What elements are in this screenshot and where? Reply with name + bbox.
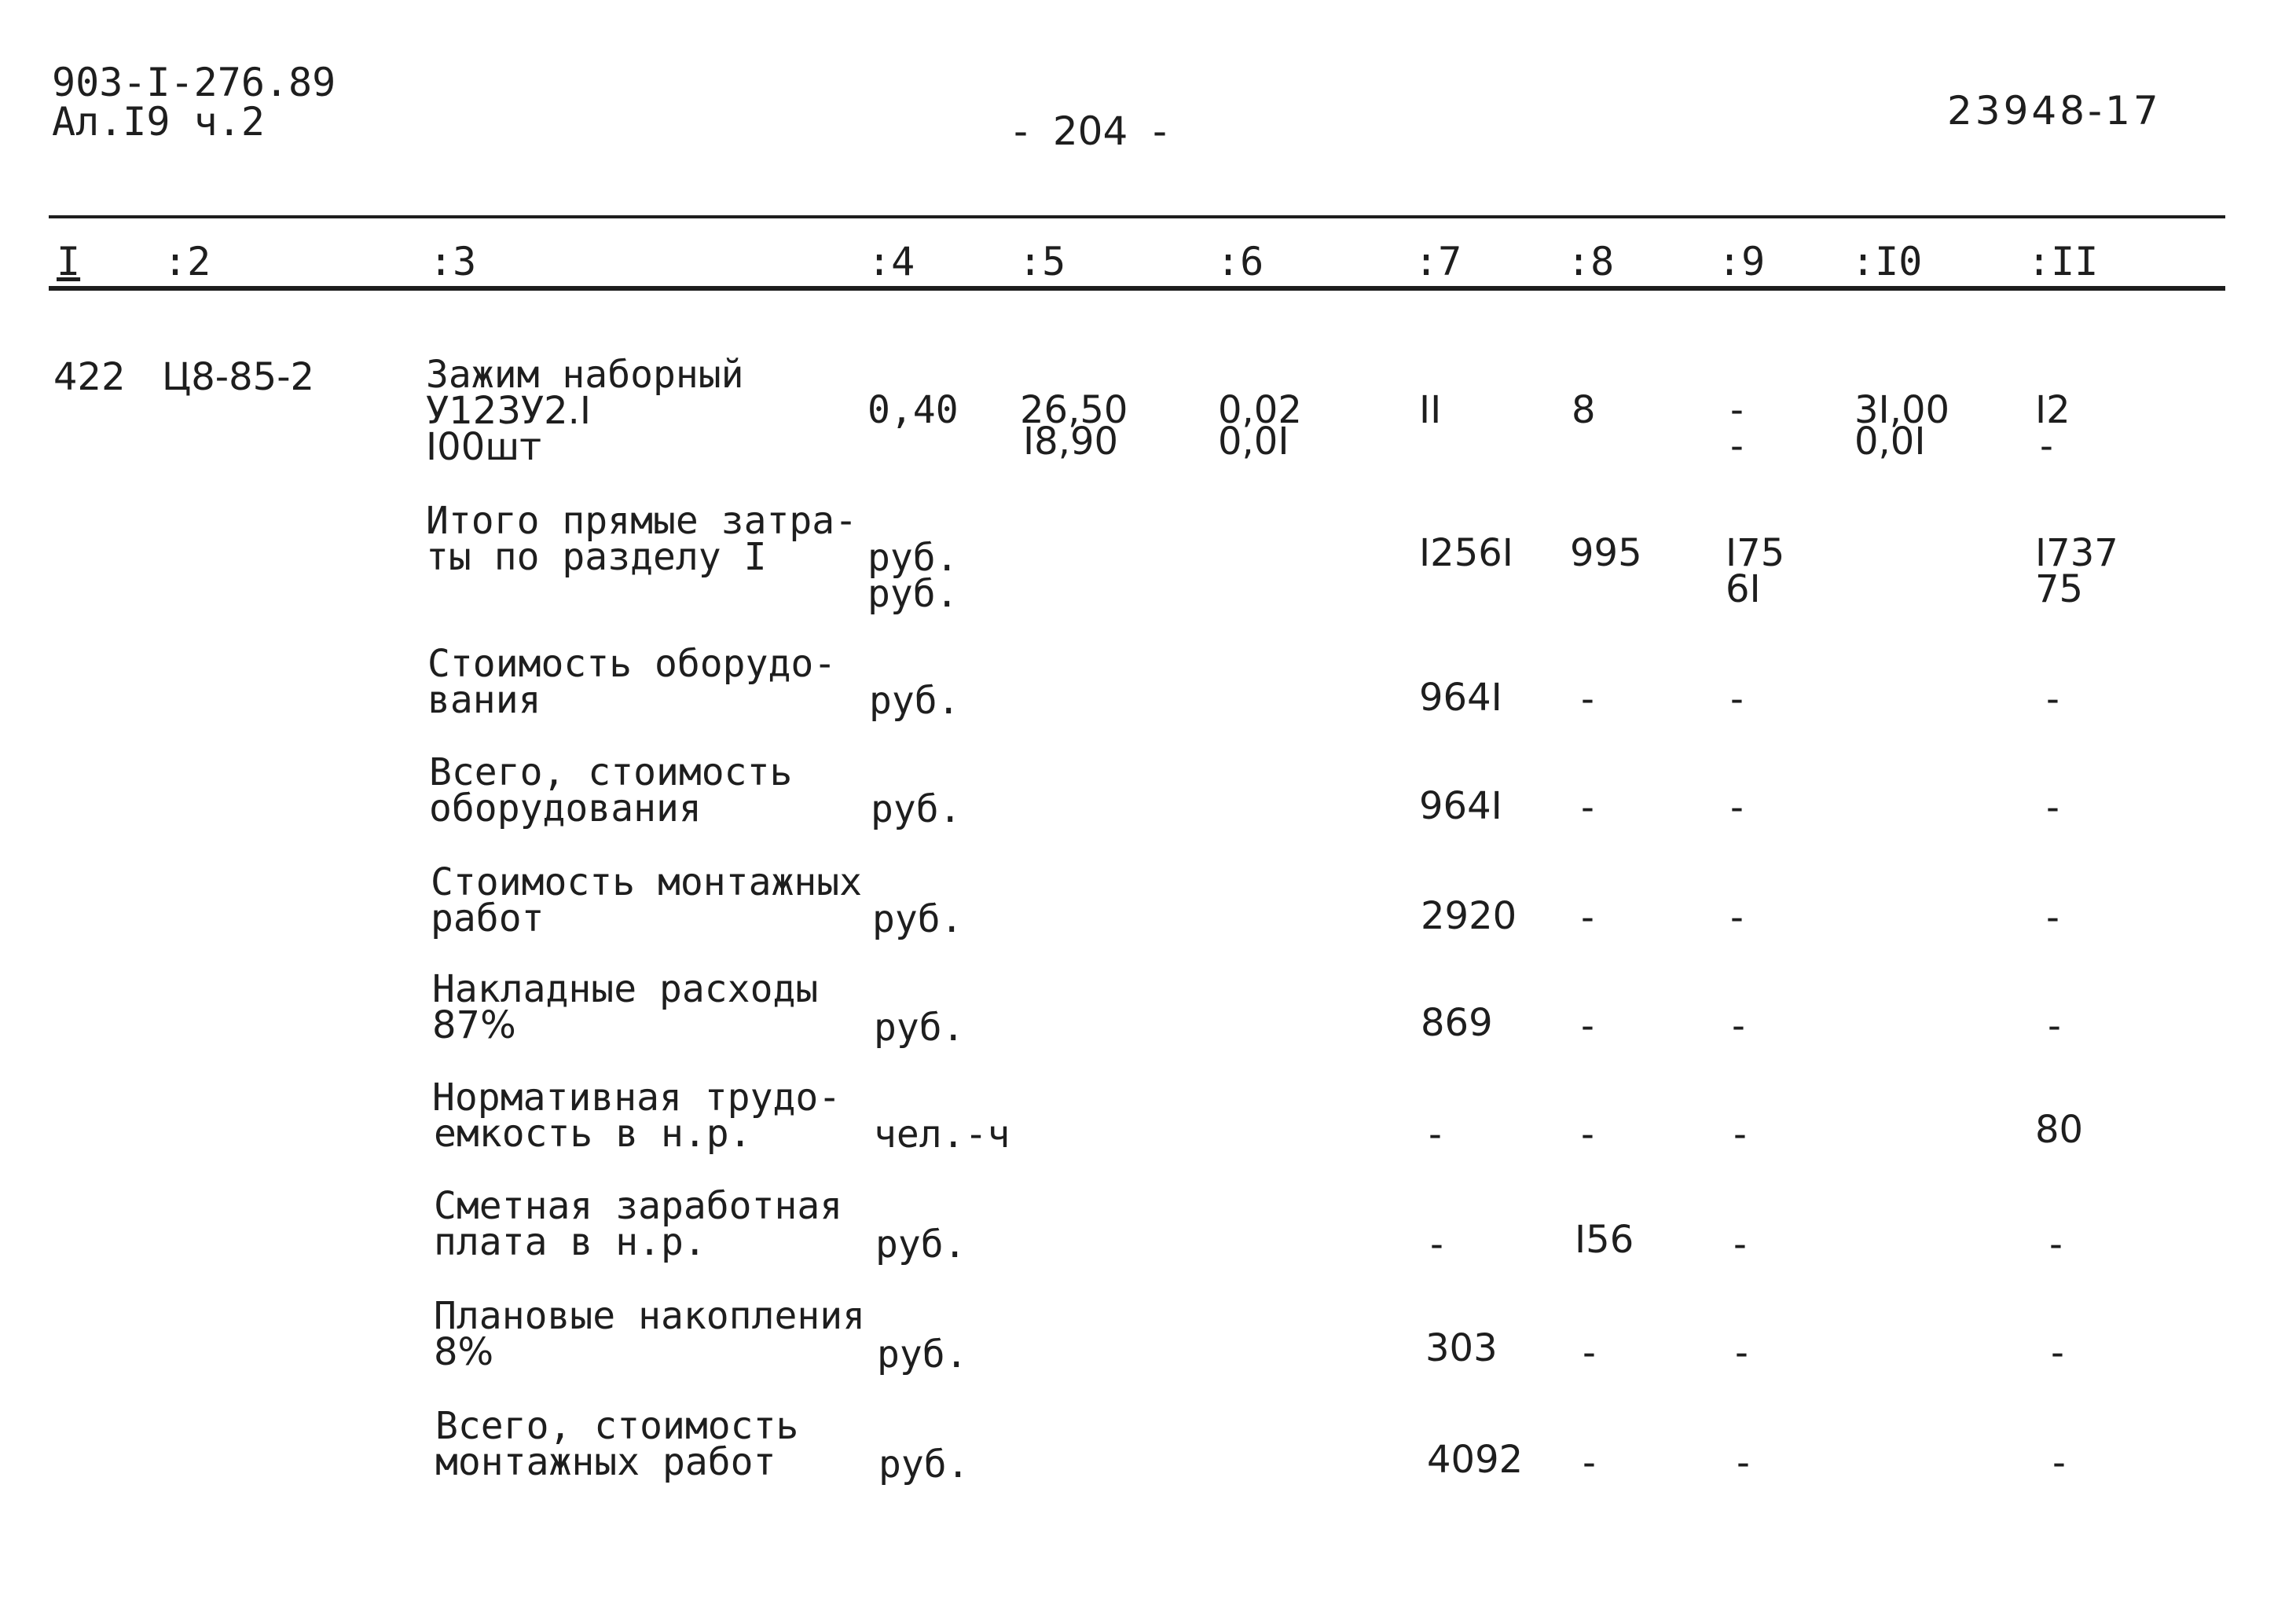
column-header-5: :5 (1018, 239, 1066, 284)
row-col7: 964I (1419, 784, 1502, 828)
row-col11: - (2045, 1223, 2067, 1267)
row-label-line-2: 87% (432, 1003, 516, 1047)
row-unit: руб. (875, 1223, 966, 1267)
row-label-line-2: вания (427, 678, 541, 722)
column-header-4: :4 (867, 239, 915, 284)
item-col5-line-2: I8,90 (1023, 420, 1119, 464)
row-col7: - (1424, 1113, 1447, 1157)
row-col9: - (1730, 1331, 1753, 1375)
row-unit: руб. (878, 1443, 970, 1487)
column-header-11: :II (2027, 239, 2099, 284)
row-label-line-2: оборудования (429, 786, 702, 830)
column-header-8: :8 (1567, 239, 1615, 284)
row-unit-line-1: руб. (867, 536, 959, 580)
row-col9: - (1732, 1441, 1755, 1485)
row-label-line-1: Итого прямые затра- (426, 499, 858, 543)
item-name-line-1: Зажим наборный (426, 353, 744, 397)
column-header-9: :9 (1718, 239, 1766, 284)
item-col9-line-1: - (1726, 388, 1748, 432)
row-col8: - (1576, 896, 1599, 940)
album-reference: Ал.I9 ч.2 (52, 99, 265, 145)
row-col9-line-1: I75 (1726, 531, 1785, 575)
row-label-line-2: ты по разделу I (426, 535, 767, 579)
row-label-line-1: Плановые накопления (434, 1294, 866, 1338)
row-label-line-2: монтажных работ (435, 1440, 776, 1484)
row-col8: I56 (1575, 1218, 1634, 1262)
row-col7: I256I (1419, 531, 1513, 575)
item-col11-line-1: I2 (2035, 388, 2070, 432)
item-number: 422 (53, 355, 126, 399)
row-col7: 303 (1425, 1326, 1498, 1370)
row-unit: чел.-ч (874, 1113, 1010, 1157)
row-label-line-2: плата в н.р. (434, 1220, 706, 1264)
table-top-rule (49, 215, 2225, 218)
row-unit: руб. (871, 787, 962, 831)
row-col7: - (1425, 1223, 1448, 1267)
row-label-line-2: емкость в н.р. (434, 1112, 752, 1156)
row-col9: - (1726, 896, 1748, 940)
row-col7: 869 (1421, 1001, 1493, 1045)
row-col11: - (2041, 786, 2064, 830)
row-col11-line-2: 75 (2035, 567, 2084, 611)
column-header-7: :7 (1414, 239, 1462, 284)
row-col11: - (2041, 677, 2064, 721)
row-col8: - (1576, 1004, 1599, 1048)
row-col9: - (1729, 1223, 1751, 1267)
row-unit: руб. (874, 1006, 965, 1050)
row-col8: - (1576, 677, 1599, 721)
row-col11: - (2048, 1441, 2070, 1485)
item-col7: II (1419, 388, 1442, 432)
column-header-3: :3 (429, 239, 477, 284)
row-col8: - (1578, 1331, 1601, 1375)
row-col9-line-2: 6I (1726, 567, 1761, 611)
row-col7: 4092 (1427, 1438, 1524, 1482)
row-unit: руб. (869, 679, 960, 723)
item-col10-line-1: 3I,00 (1854, 388, 1950, 432)
row-col7: 2920 (1421, 894, 1517, 938)
header-bottom-rule (49, 286, 2225, 291)
row-col11: - (2046, 1331, 2069, 1375)
column-header-10: :I0 (1851, 239, 1923, 284)
column-header-1: I (57, 239, 81, 284)
item-col10-line-2: 0,0I (1854, 420, 1926, 464)
row-label-line-2: 8% (434, 1330, 494, 1374)
row-unit: руб. (872, 897, 963, 941)
row-label-line-2: работ (431, 896, 545, 940)
row-col11-line-1: I737 (2035, 531, 2118, 575)
item-code: Ц8-85-2 (162, 355, 315, 399)
row-col7: 964I (1419, 676, 1502, 720)
item-quantity: 0,40 (867, 388, 959, 432)
row-col11: - (2041, 896, 2064, 940)
item-col6-line-1: 0,02 (1218, 388, 1302, 432)
item-col9-line-2: - (1726, 424, 1748, 468)
row-col9: - (1729, 1113, 1751, 1157)
row-col11: 80 (2035, 1108, 2084, 1152)
row-col9: - (1727, 1004, 1750, 1048)
row-label-line-1: Нормативная трудо- (432, 1076, 842, 1120)
row-label-line-1: Всего, стоимость (435, 1404, 799, 1448)
item-col11-line-2: - (2035, 424, 2058, 468)
row-col8: - (1576, 1113, 1599, 1157)
row-label-line-1: Сметная заработная (434, 1184, 843, 1228)
item-name-line-3: I00шт (426, 425, 542, 469)
item-col5-line-1: 26,50 (1020, 388, 1128, 432)
row-col11: - (2043, 1004, 2066, 1048)
row-col9: - (1726, 786, 1748, 830)
sheet-number: 23948-17 (1947, 88, 2162, 134)
page-number: - 204 - (1014, 108, 1168, 154)
column-header-2: :2 (163, 239, 211, 284)
row-label-line-1: Накладные расходы (432, 967, 819, 1011)
row-unit-line-2: руб. (867, 572, 959, 616)
item-col8: 8 (1572, 388, 1596, 432)
row-col8: - (1576, 786, 1599, 830)
row-label-line-1: Стоимость монтажных (431, 860, 863, 904)
row-col9: - (1726, 677, 1748, 721)
row-col8: - (1578, 1441, 1601, 1485)
row-label-line-1: Стоимость оборудо- (427, 642, 837, 686)
row-unit: руб. (877, 1333, 968, 1377)
document-code: 903-I-276.89 (52, 60, 336, 105)
row-col8: 995 (1570, 531, 1642, 575)
column-header-6: :6 (1216, 239, 1264, 284)
item-col6-line-2: 0,0I (1218, 420, 1289, 464)
item-name-line-2: У123У2.I (426, 389, 592, 433)
row-label-line-1: Всего, стоимость (429, 750, 793, 794)
